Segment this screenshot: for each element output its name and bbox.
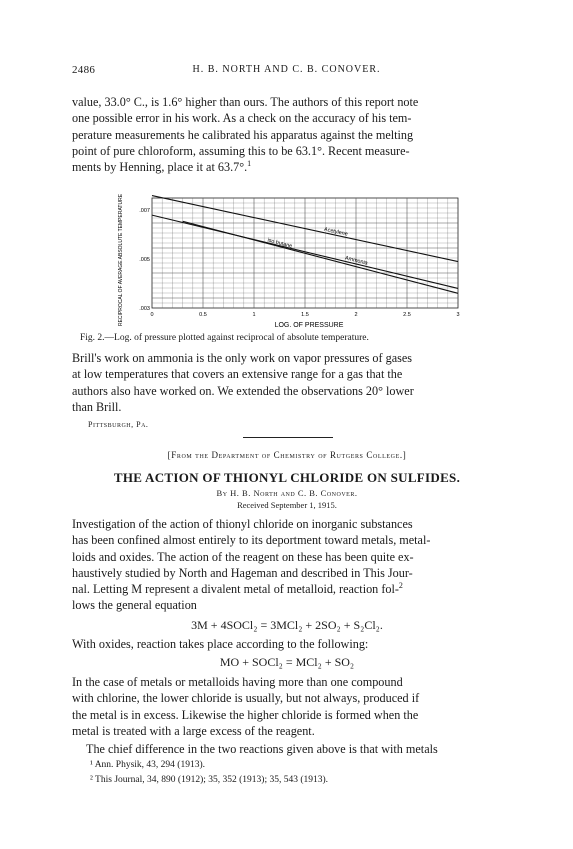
x-tick-label: 2 — [354, 312, 358, 318]
x-tick-label: 1.5 — [301, 312, 309, 318]
oxides-line — [72, 636, 502, 652]
running-head: H. B. NORTH AND C. B. CONOVER. — [192, 64, 381, 75]
text-line: nal. Letting M represent a divalent metal of metalloid, reaction fol-$^2$ — [72, 581, 403, 597]
footnote-ref: 1 — [247, 159, 252, 169]
byline: By H. B. North and C. B. Conover. — [216, 488, 358, 498]
text-line: The chief difference in the two reactions given above is that with metals — [86, 742, 438, 756]
page-number: 2486 — [72, 64, 96, 76]
text-line: the metal is in excess. Likewise the higher chloride is formed when the — [72, 707, 419, 722]
text-line: at low temperatures that covers an extensive range for a gas that the — [72, 367, 403, 382]
equation-2: MO + SOCl₂ = MCl₂ + SO₂ — [219, 655, 355, 669]
x-axis-label: LOG. OF PRESSURE — [274, 322, 344, 329]
x-tick-label: 2.5 — [403, 312, 411, 318]
y-tick-label: .003 — [139, 306, 150, 312]
y-axis-label: RECIPROCAL OF AVERAGE ABSOLUTE TEMPERATURE — [118, 193, 124, 327]
text-line: with chlorine, the lower chloride is usually, but not always, produced if — [72, 691, 420, 706]
figure-chart — [110, 190, 470, 330]
footnote-2: ² This Journal, 34, 890 (1912); 35, 352 (1913); 35, 543 (1913). — [90, 775, 329, 785]
paragraph-top — [72, 94, 502, 175]
footnote-1: ¹ Ann. Physik, 43, 294 (1913). — [90, 760, 206, 770]
paragraph-intro — [72, 516, 502, 614]
y-tick-label: .005 — [139, 257, 150, 264]
text-line: Brill's work on ammonia is the only work on vapor pressures of gases — [72, 351, 413, 365]
paragraph-chief — [72, 741, 502, 757]
location-signoff: Pittsburgh, Pa. — [88, 420, 149, 429]
text-line: metal is treated with a large excess of the reagent. — [72, 723, 315, 738]
series-label: iso butane — [266, 237, 293, 250]
x-tick-label: 0 — [150, 312, 154, 318]
department-line: [From the Department of Chemistry of Rutgers College.] — [167, 450, 407, 460]
text-line: With oxides, reaction takes place according to the following: — [72, 637, 369, 651]
x-tick-label: 3 — [456, 312, 460, 318]
footnote-ref: 2 — [398, 581, 403, 591]
text-line: point of pure chloroform, assuming this to be 63.1°. Recent measure- — [72, 143, 410, 158]
x-tick-label: 1 — [252, 312, 256, 318]
series-label: Ammonia — [344, 255, 369, 267]
y-tick-label: .007 — [139, 208, 150, 215]
text-line: perature measurements he calibrated his apparatus against the melting — [72, 127, 414, 142]
text-line: has been confined almost entirely to its deportment toward metals, metal- — [72, 533, 431, 548]
text-line: loids and oxides. The action of the reagent on these has been quite ex- — [72, 549, 414, 564]
text-line: one possible error in his work. As a check on the accuracy of his tem- — [72, 111, 412, 126]
text-line: ments by Henning, place it at 63.7°.$^1$ — [72, 159, 252, 175]
paragraph-case — [72, 674, 502, 739]
paragraph-mid — [72, 350, 502, 415]
text-line: Investigation of the action of thionyl chloride on inorganic substances — [72, 517, 413, 531]
received-date: Received September 1, 1915. — [237, 500, 337, 510]
divider-rule — [243, 437, 333, 438]
series-label: Acetylene — [323, 226, 349, 238]
x-tick-label: 0.5 — [199, 312, 207, 318]
figure-caption: Fig. 2.—Log. of pressure plotted against reciprocal of absolute temperature. — [80, 333, 369, 343]
text-line: In the case of metals or metalloids having more than one compound — [72, 675, 403, 689]
running-header — [72, 64, 501, 80]
text-line: value, 33.0° C., is 1.6° higher than ours. The authors of this report note — [72, 95, 419, 109]
text-line: than Brill. — [72, 399, 122, 414]
text-line: authors also have worked on. We extended the observations 20° lower — [72, 383, 414, 398]
text-line: lows the general equation — [72, 598, 197, 613]
article-title: THE ACTION OF THIONYL CHLORIDE ON SULFIDES. — [113, 470, 461, 485]
text-line: haustively studied by North and Hageman and described in This Jour- — [72, 565, 413, 580]
equation-1: 3M + 4SOCl₂ = 3MCl₂ + 2SO₂ + S₂Cl₂. — [191, 618, 383, 632]
